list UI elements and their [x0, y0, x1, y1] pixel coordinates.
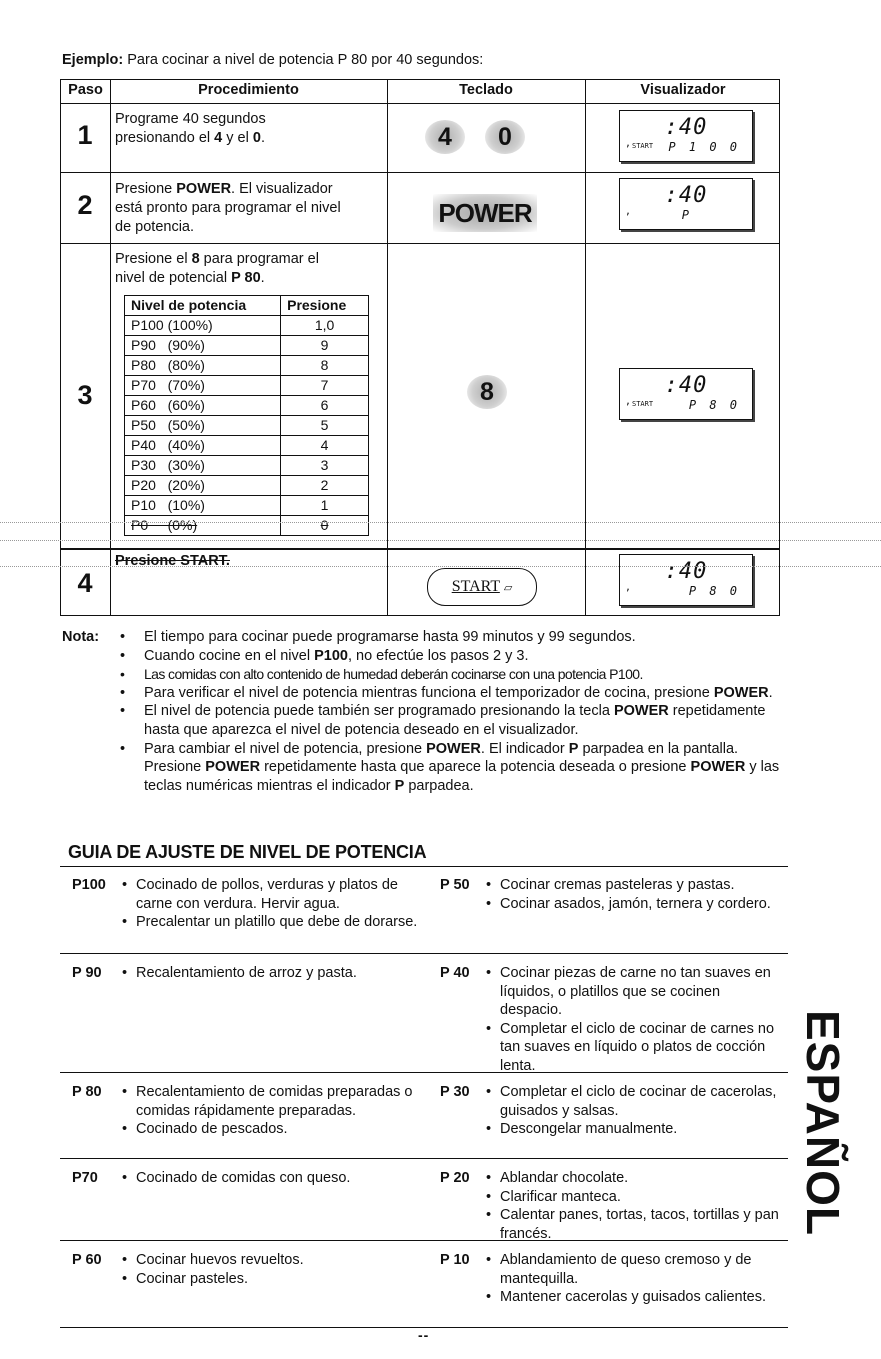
col-divider: [110, 80, 111, 615]
press-key-cell: 5: [281, 416, 369, 436]
note-item: • El tiempo para cocinar puede programarse hasta 99 minutos y 99 segundos.: [120, 628, 790, 647]
col-divider: [387, 80, 388, 615]
note-item: • El nivel de potencia puede también ser programado presionando la tecla POWER repetidamente hasta que aparezca el nivel de potencia deseado en el visualizador.: [120, 702, 790, 739]
note-item: • Cuando cocine en el nivel P100, no efectúe los pasos 2 y 3.: [120, 647, 790, 666]
notes-list: [120, 628, 790, 795]
procedure-line: presionando el 4 y el 0.: [115, 130, 265, 146]
note-item: • Para verificar el nivel de potencia mientras funciona el temporizador de cocina, presione POWER.: [120, 684, 790, 703]
guide-bullet: • Ablandamiento de queso cremoso y de mantequilla.: [486, 1251, 786, 1288]
power-table-row: [125, 436, 369, 456]
power-table-row: [125, 356, 369, 376]
procedure-line: Presione POWER. El visualizador: [115, 181, 333, 197]
power-level-cell: P30 (30%): [125, 456, 281, 476]
key-8-button[interactable]: 8: [467, 375, 507, 409]
power-code-right: P 40: [440, 965, 470, 981]
step-1-procedure: [115, 110, 266, 148]
power-code-right: P 10: [440, 1252, 470, 1268]
intro-line: [62, 52, 483, 68]
power-level-cell: P10 (10%): [125, 496, 281, 516]
press-key-cell: 2: [281, 476, 369, 496]
guide-row-divider: [60, 953, 788, 954]
guide-left-description: [122, 1169, 422, 1188]
guide-table: [60, 866, 788, 1336]
guide-bullet: • Completar el ciclo de cocinar de cacerolas, guisados y salsas.: [486, 1083, 786, 1120]
display-time: :40: [664, 373, 708, 398]
guide-bullet: • Cocinar cremas pasteleras y pastas.: [486, 876, 786, 895]
press-key-cell: 4: [281, 436, 369, 456]
guide-row-divider: [60, 1158, 788, 1159]
power-code-left: P 60: [72, 1252, 102, 1268]
press-key-cell: 3: [281, 456, 369, 476]
power-level-table: [124, 295, 369, 536]
header-procedimiento: Procedimiento: [198, 82, 299, 98]
guide-bullet: • Recalentamiento de arroz y pasta.: [122, 964, 422, 983]
power-level-cell: P0 (0%): [125, 516, 281, 536]
power-level-cell: P50 (50%): [125, 416, 281, 436]
power-level-cell: P100 (100%): [125, 316, 281, 336]
step-2-procedure: [115, 180, 341, 237]
guide-right-description: [486, 964, 786, 1076]
side-label-text: ESPAÑOL: [797, 1010, 849, 1236]
step-number: 1: [77, 120, 93, 150]
press-key-cell: 1,0: [281, 316, 369, 336]
start-key-label: START: [451, 578, 500, 595]
power-code-right: P 30: [440, 1084, 470, 1100]
guide-right-description: [486, 1169, 786, 1243]
guide-right-description: [486, 1083, 786, 1139]
procedure-line: Presione el 8 para programar el: [115, 251, 319, 267]
power-table-row: [125, 496, 369, 516]
header-divider: [61, 103, 779, 104]
note-item: • Las comidas con alto contenido de humedad deberán cocinarse con una potencia P100.: [120, 665, 790, 684]
guide-bullet: • Cocinar piezas de carne no tan suaves en líquidos, o platillos que se cocinen despacio.: [486, 964, 786, 1020]
power-code-right: P 20: [440, 1170, 470, 1186]
row-divider: [61, 548, 779, 550]
guide-left-description: [122, 1251, 422, 1288]
guide-left-description: [122, 876, 422, 932]
header-paso: Paso: [68, 82, 103, 98]
scan-artifact: [0, 540, 881, 541]
guide-bullet: • Cocinado de comidas con queso.: [122, 1169, 422, 1188]
guide-bullet: • Cocinar huevos revueltos.: [122, 1251, 422, 1270]
power-table-row: [125, 456, 369, 476]
steps-table: [60, 79, 780, 616]
press-key-cell: 1: [281, 496, 369, 516]
power-code-left: P70: [72, 1170, 98, 1186]
display-panel: , :40 P 8 0: [619, 554, 753, 606]
power-level-cell: P40 (40%): [125, 436, 281, 456]
display-time: :40: [664, 115, 708, 140]
guide-row-divider: [60, 866, 788, 867]
power-level-cell: P90 (90%): [125, 336, 281, 356]
scan-artifact: [0, 522, 881, 523]
press-key-cell: 6: [281, 396, 369, 416]
guide-right-description: [486, 876, 786, 913]
row-divider: [61, 243, 779, 244]
power-level-cell: P60 (60%): [125, 396, 281, 416]
display-power: P 8 0: [688, 584, 740, 598]
key-0-button[interactable]: 0: [485, 120, 525, 154]
press-key-cell: 9: [281, 336, 369, 356]
step-3-procedure: [115, 250, 319, 288]
display-time: :40: [664, 183, 708, 208]
guide-bullet: • Mantener cacerolas y guisados calientes.: [486, 1288, 786, 1307]
row-divider: [61, 172, 779, 173]
intro-text: Para cocinar a nivel de potencia P 80 por 40 segundos:: [123, 52, 484, 68]
press-key-cell: 7: [281, 376, 369, 396]
power-table-row: [125, 376, 369, 396]
display-power: P 8 0: [688, 398, 740, 412]
step-number: 2: [77, 190, 93, 220]
col-divider: [585, 80, 586, 615]
guide-bullet: • Clarificar manteca.: [486, 1188, 786, 1207]
power-level-cell: P70 (70%): [125, 376, 281, 396]
power-table-row: [125, 396, 369, 416]
press-key-cell: 8: [281, 356, 369, 376]
guide-bullet: • Calentar panes, tortas, tacos, tortillas y pan francés.: [486, 1206, 786, 1243]
display-time: :40: [664, 559, 708, 584]
guide-bullet: • Completar el ciclo de cocinar de carnes no tan suaves en líquido o platos de cocción lenta.: [486, 1020, 786, 1076]
header-teclado: Teclado: [459, 82, 513, 98]
power-table-header: Presione: [281, 296, 369, 316]
guide-bullet: • Descongelar manualmente.: [486, 1120, 786, 1139]
power-table-header: Nivel de potencia: [125, 296, 281, 316]
press-key-cell: 0: [281, 516, 369, 536]
guide-bullet: • Precalentar un platillo que debe de dorarse.: [122, 913, 422, 932]
power-table-row: [125, 476, 369, 496]
guide-left-description: [122, 1083, 422, 1139]
display-panel: , :40 P: [619, 178, 753, 230]
guide-bullet: • Cocinado de pollos, verduras y platos de carne con verdura. Hervir agua.: [122, 876, 422, 913]
display-panel: , :40 START P 8 0: [619, 368, 753, 420]
power-table-row: [125, 516, 369, 536]
procedure-line: Programe 40 segundos: [115, 111, 266, 127]
procedure-line: está pronto para programar el nivel: [115, 200, 341, 216]
note-item: • Para cambiar el nivel de potencia, presione POWER. El indicador P parpadea en la pantalla. Presione POWER repetidamente hasta que aparece la potencia deseada o presione POWER y las teclas numéricas mientras el indicador P parpadea.: [120, 740, 790, 796]
power-table-row: [125, 316, 369, 336]
guide-bullet: • Ablandar chocolate.: [486, 1169, 786, 1188]
power-table-row: [125, 336, 369, 356]
step-4-procedure: Presione START.: [115, 553, 230, 569]
notes-label: Nota:: [62, 629, 100, 645]
procedure-line: nivel de potencial P 80.: [115, 270, 265, 286]
guide-title: GUIA DE AJUSTE DE NIVEL DE POTENCIA: [68, 842, 427, 862]
display-power: P: [681, 208, 692, 222]
guide-left-description: [122, 964, 422, 983]
step-number: 4: [77, 568, 93, 598]
guide-bullet: • Cocinado de pescados.: [122, 1120, 422, 1139]
power-code-left: P 90: [72, 965, 102, 981]
scan-artifact: [0, 566, 881, 567]
power-code-left: P100: [72, 877, 106, 893]
intro-label: Ejemplo:: [62, 52, 124, 68]
step-number: 3: [77, 380, 93, 410]
power-level-cell: P80 (80%): [125, 356, 281, 376]
start-key-icon: ▱: [503, 582, 513, 594]
power-code-right: P 50: [440, 877, 470, 893]
display-start: START: [632, 142, 654, 150]
power-table-row: [125, 416, 369, 436]
header-visualizador: Visualizador: [640, 82, 726, 98]
display-panel: , :40 START P 1 0 0: [619, 110, 753, 162]
display-start: START: [632, 400, 654, 408]
guide-bullet: • Cocinar pasteles.: [122, 1270, 422, 1289]
key-4-button[interactable]: 4: [425, 120, 465, 154]
power-code-left: P 80: [72, 1084, 102, 1100]
page-number: --: [418, 1327, 430, 1343]
guide-bullet: • Cocinar asados, jamón, ternera y cordero.: [486, 895, 786, 914]
display-power: P 1 0 0: [668, 140, 740, 154]
power-key-button[interactable]: POWER: [433, 194, 537, 232]
side-language-label: [797, 1010, 856, 1236]
start-key-button[interactable]: [427, 568, 537, 606]
guide-right-description: [486, 1251, 786, 1307]
guide-bullet: • Recalentamiento de comidas preparadas o comidas rápidamente preparadas.: [122, 1083, 422, 1120]
power-level-cell: P20 (20%): [125, 476, 281, 496]
procedure-line: de potencia.: [115, 219, 195, 235]
